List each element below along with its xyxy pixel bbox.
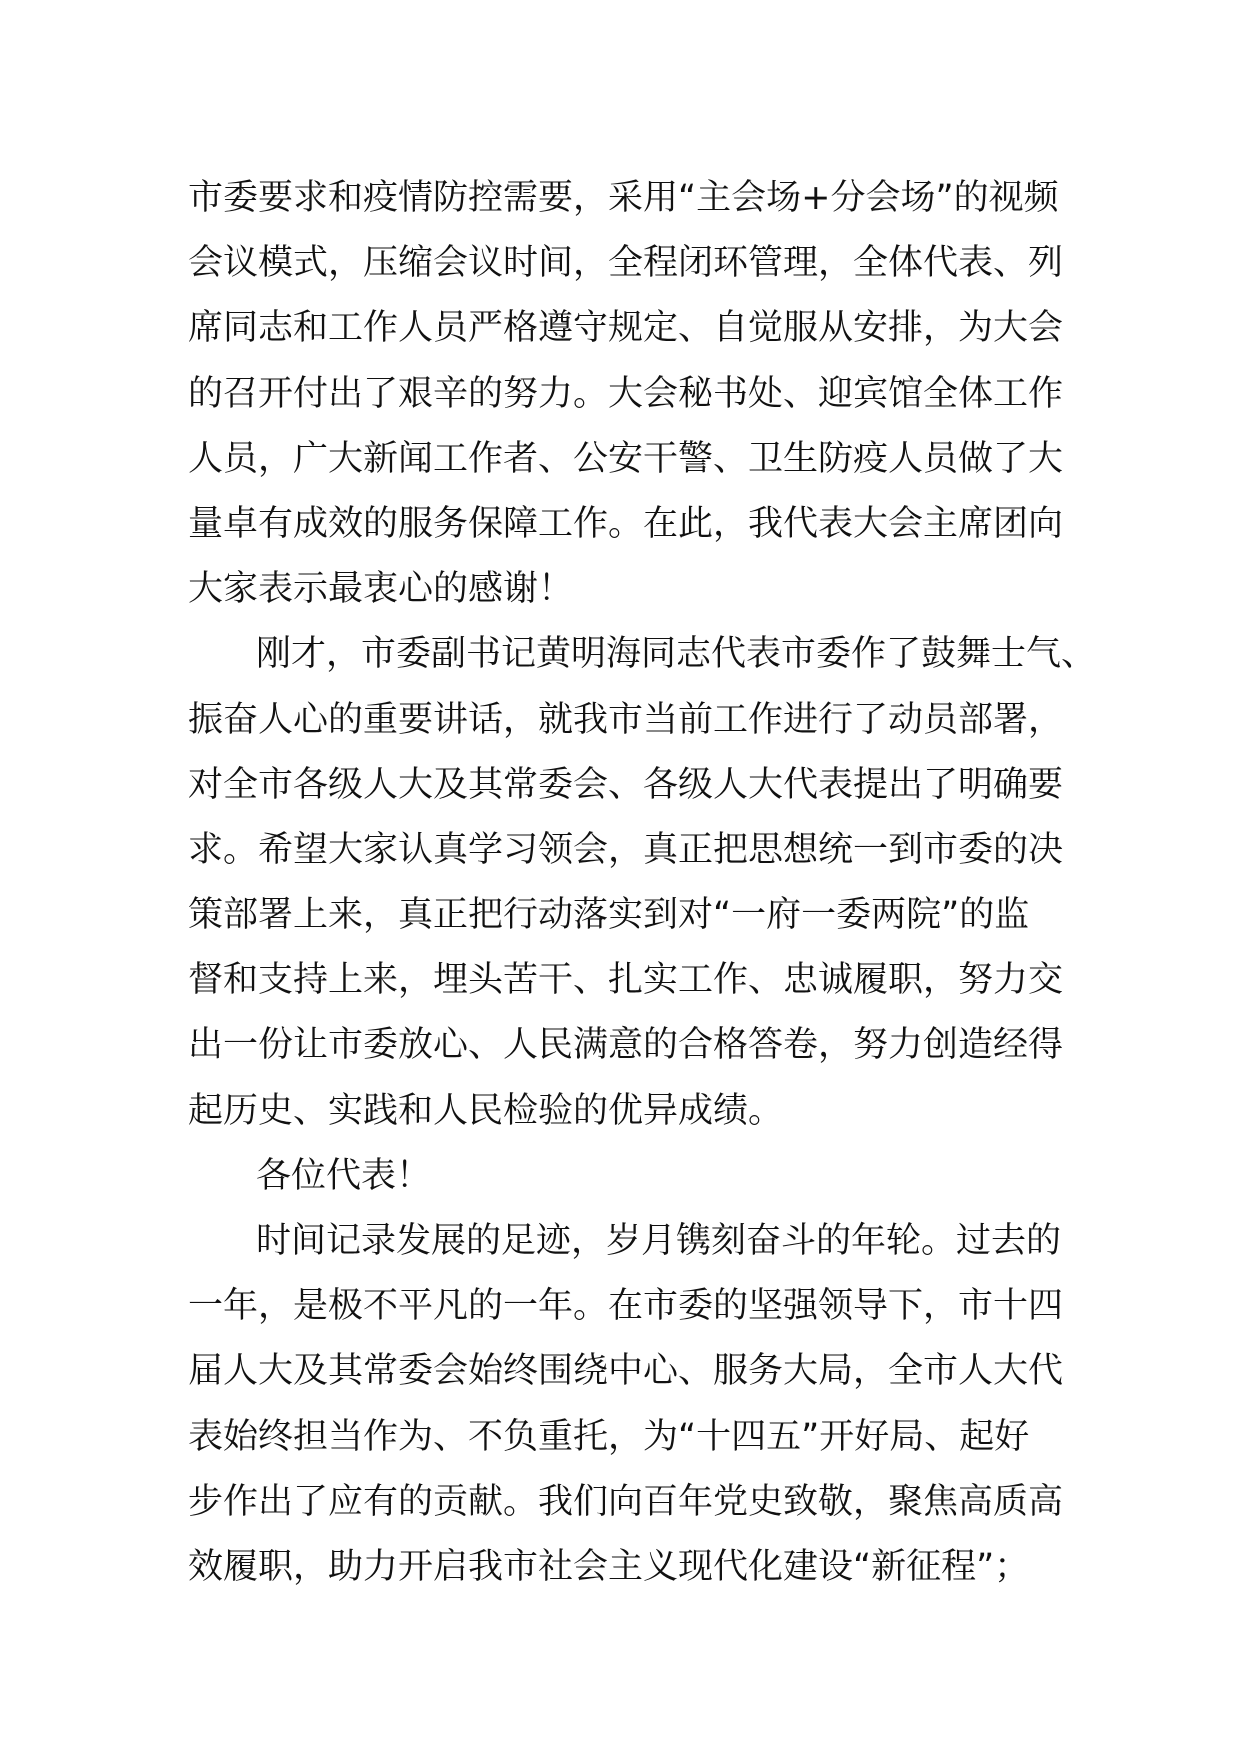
- text-line: 一年，是极不平凡的一年。在市委的坚强领导下，市十四: [188, 1286, 1064, 1327]
- text-line: 人员，广大新闻工作者、公安干警、卫生防疫人员做了大: [188, 438, 1064, 479]
- text-line: 效履职，助力开启我市社会主义现代化建设“新征程”；: [188, 1546, 1030, 1587]
- text-line: 各位代表！: [256, 1155, 432, 1196]
- text-line: 席同志和工作人员严格遵守规定、自觉服从安排，为大会: [188, 308, 1064, 349]
- text-line: 求。希望大家认真学习领会，真正把思想统一到市委的决: [188, 829, 1064, 870]
- text-line: 会议模式，压缩会议时间，全程闭环管理，全体代表、列: [188, 243, 1064, 284]
- text-line: 出一份让市委放心、人民满意的合格答卷，努力创造经得: [188, 1025, 1064, 1066]
- text-line: 大家表示最衷心的感谢！: [188, 569, 574, 610]
- text-line: 对全市各级人大及其常委会、各级人大代表提出了明确要: [188, 764, 1064, 805]
- text-line: 量卓有成效的服务保障工作。在此，我代表大会主席团向: [188, 503, 1064, 544]
- text-line: 起历史、实践和人民检验的优异成绩。: [188, 1090, 784, 1131]
- text-line: 振奋人心的重要讲话，就我市当前工作进行了动员部署，: [188, 699, 1064, 740]
- text-line: 督和支持上来，埋头苦干、扎实工作、忠诚履职，努力交: [188, 960, 1064, 1001]
- document-body-text: [188, 166, 1097, 1600]
- text-line: 表始终担当作为、不负重托，为“十四五”开好局、起好: [188, 1416, 1030, 1457]
- text-line: 市委要求和疫情防控需要，采用“主会场+分会场”的视频: [188, 178, 1059, 218]
- text-line: 时间记录发展的足迹，岁月镌刻奋斗的年轮。过去的: [256, 1221, 1062, 1261]
- text-line: 刚才，市委副书记黄明海同志代表市委作了鼓舞士气、: [256, 634, 1097, 675]
- text-line: 步作出了应有的贡献。我们向百年党史致敬，聚焦高质高: [188, 1481, 1064, 1522]
- text-line: 届人大及其常委会始终围绕中心、服务大局，全市人大代: [188, 1351, 1064, 1392]
- text-line: 的召开付出了艰辛的努力。大会秘书处、迎宾馆全体工作: [188, 373, 1064, 414]
- text-line: 策部署上来，真正把行动落实到对“一府一委两院”的监: [188, 895, 1030, 936]
